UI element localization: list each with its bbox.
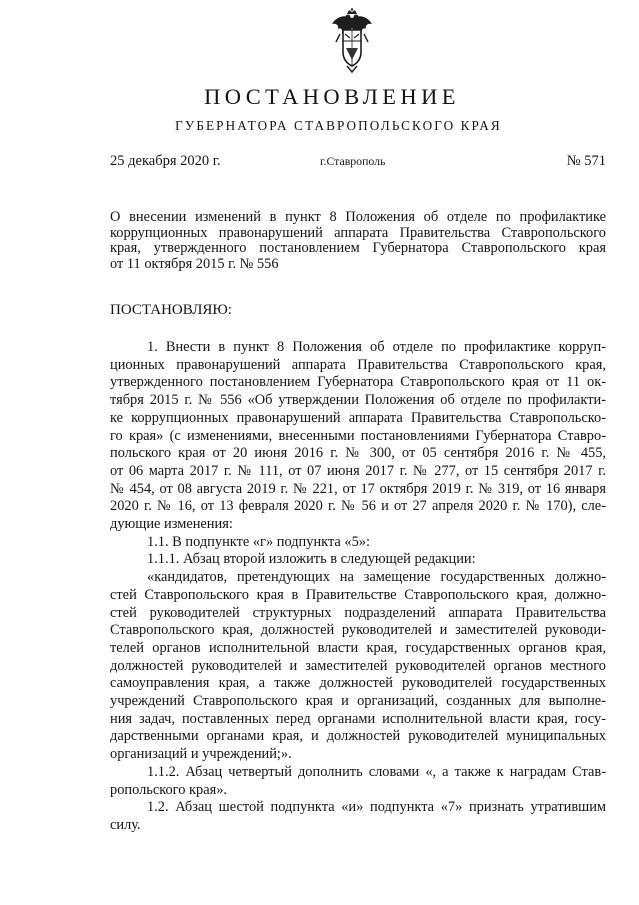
body-line: утвержденного постановлением Губернатора Ставропольского края от 11 ок-: [110, 374, 606, 391]
coat-of-arms-emblem: [330, 8, 374, 74]
body-line: 2020 г. № 16, от 13 февраля 2020 г. № 56 и от 27 апреля 2020 г. № 170), сле-: [110, 498, 606, 515]
subject-line: О внесении изменений в пункт 8 Положения об отделе по профилактике: [110, 209, 606, 225]
document-title: ПОСТАНОВЛЕНИЕ: [204, 84, 460, 109]
body-line: ния задач, поставленных перед органами исполнительной власти края, госу-: [110, 710, 606, 727]
body-line: от 06 марта 2017 г. № 111, от 07 июня 2017 г. № 277, от 15 сентября 2017 г.: [110, 462, 606, 479]
body-line: польского края от 20 июня 2016 г. № 300, от 05 сентября 2016 г. № 455,: [110, 445, 606, 462]
body-line: тября 2015 г. № 556 «Об утверждении Положения об отделе по профилакти-: [110, 392, 606, 409]
body-line: 1.1. В подпункте «г» подпункта «5»:: [147, 533, 370, 550]
body-line: 1. Внести в пункт 8 Положения об отделе по профилактике корруп-: [147, 339, 606, 355]
body-line: телей органов исполнительной власти края, государственных органов края,: [110, 639, 606, 656]
document-date: 25 декабря 2020 г.: [110, 153, 221, 169]
body-line: ропольского края».: [110, 781, 228, 798]
body-line: дарственными органами края, и должностей руководителей муниципальных: [110, 728, 606, 745]
body-line: учреждений Ставропольского края и организаций, созданных для выполне-: [110, 693, 606, 710]
body-line: ке коррупционных правонарушений аппарата Правительства Ставропольско-: [110, 409, 606, 426]
body-line: № 454, от 08 августа 2019 г. № 221, от 17 октября 2019 г. № 319, от 16 января: [110, 480, 606, 497]
body-line: стей руководителей структурных подразделений аппарата Правительства: [110, 604, 606, 621]
subject-line: края, утвержденного постановлением Губернатора Ставропольского края: [110, 240, 606, 257]
body-line: должностей руководителей и заместителей руководителей органов местного: [110, 657, 606, 674]
body-line: 1.1.2. Абзац четвертый дополнить словами «, а также к наградам Став-: [147, 763, 606, 780]
document-city: г.Ставрополь: [320, 154, 386, 168]
subject-line: коррупционных правонарушений аппарата Правительства Ставропольского: [110, 224, 606, 241]
document-body: [110, 339, 606, 835]
body-line: Ставропольского края, должностей руководителей и заместителей руководи-: [110, 622, 606, 639]
body-line: 1.2. Абзац шестой подпункта «и» подпункта «7» признать утратившим: [147, 799, 606, 816]
document-subtitle: ГУБЕРНАТОРА СТАВРОПОЛЬСКОГО КРАЯ: [175, 118, 502, 133]
document-number: № 571: [566, 153, 606, 169]
document-subject: [110, 210, 606, 272]
body-line: самоуправления края, а также должностей руководителей государственных: [110, 675, 606, 692]
body-line: «кандидатов, претендующих на замещение государственных должно-: [147, 569, 606, 586]
body-line: го края» (с изменениями, внесенными постановлениями Губернатора Ставро-: [110, 427, 606, 444]
subject-line: от 11 октября 2015 г. № 556: [110, 255, 279, 272]
body-line: ционных правонарушений аппарата Правительства Ставропольского края,: [110, 356, 606, 373]
body-line: силу.: [110, 816, 141, 833]
body-line: стей Ставропольского края в Правительстве Ставропольского края, должно-: [110, 586, 606, 603]
body-line: организаций и учреждений;».: [110, 746, 292, 763]
body-line: дующие изменения:: [110, 516, 233, 533]
decree-word: ПОСТАНОВЛЯЮ:: [110, 302, 232, 318]
body-line: 1.1.1. Абзац второй изложить в следующей редакции:: [147, 551, 476, 568]
